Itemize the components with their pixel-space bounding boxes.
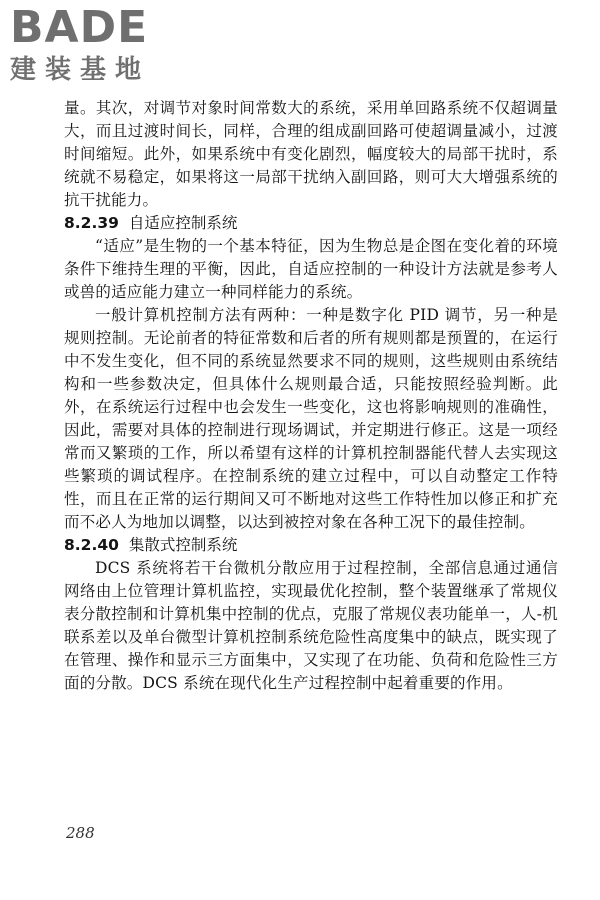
- section-heading-distributed-control: [64, 534, 558, 557]
- paragraph-computer-control: 一般计算机控制方法有两种：一种是数字化 PID 调节，另一种是规则控制。无论前者的特征常数和后者的所有规则都是预置的，在运行中不发生变化，但不同的系统显然要求不同的规则，这些规则由系统结构和一些参数决定，但具体什么规则最合适，只能按照经验判断。此外，在系统运行过程中也会发生一些变化，这也将影响规则的准确性，因此，需要对具体的控制进行现场调试，并定期进行修正。这是一项经常而又繁琐的工作，所以希望有这样的计算机控制器能代替人去实现这些繁琐的调试程序。在控制系统的建立过程中，可以自动整定工作特性，而且在正常的运行期间又可不断地对这些工作特性加以修正和扩充而不必人为地加以调整，以达到被控对象在各种工况下的最佳控制。: [64, 306, 558, 531]
- section-number: 8.2.40: [64, 536, 119, 554]
- site-logo: [10, 4, 180, 86]
- section-heading-adaptive-control: [64, 212, 558, 235]
- page-body: [64, 97, 558, 695]
- section-title: 集散式控制系统: [128, 536, 238, 554]
- paragraph-adaptation: “适应”是生物的一个基本特征，因为生物总是企图在变化着的环境条件下维持生理的平衡，因此，自适应控制的一种设计方法就是参考人或兽的适应能力建立一种同样能力的系统。: [64, 237, 558, 301]
- logo-subtitle: 建装基地: [10, 55, 151, 85]
- paragraph-continuation: 量。其次，对调节对象时间常数大的系统，采用单回路系统不仅超调量大，而且过渡时间长，同样，合理的组成副回路可使超调量减小，过渡时间缩短。此外，如果系统中有变化剧烈，幅度较大的局部干扰时，系统就不易稳定，如果将这一局部干扰纳入副回路，则可大大增强系统的抗干扰能力。: [64, 99, 558, 209]
- section-title: 自适应控制系统: [128, 214, 238, 232]
- paragraph-dcs: DCS 系统将若干台微机分散应用于过程控制，全部信息通过通信网络由上位管理计算机监控，实现最优化控制，整个装置继承了常规仪表分散控制和计算机集中控制的优点，克服了常规仪表功能单一，人-机联系差以及单台微型计算机控制系统危险性高度集中的缺点，既实现了在管理、操作和显示三方面集中，又实现了在功能、负荷和危险性三方面的分散。DCS 系统在现代化生产过程控制中起着重要的作用。: [64, 559, 558, 692]
- page-number: 288: [66, 824, 95, 842]
- logo-brand: BADE: [10, 2, 149, 53]
- section-number: 8.2.39: [64, 214, 119, 232]
